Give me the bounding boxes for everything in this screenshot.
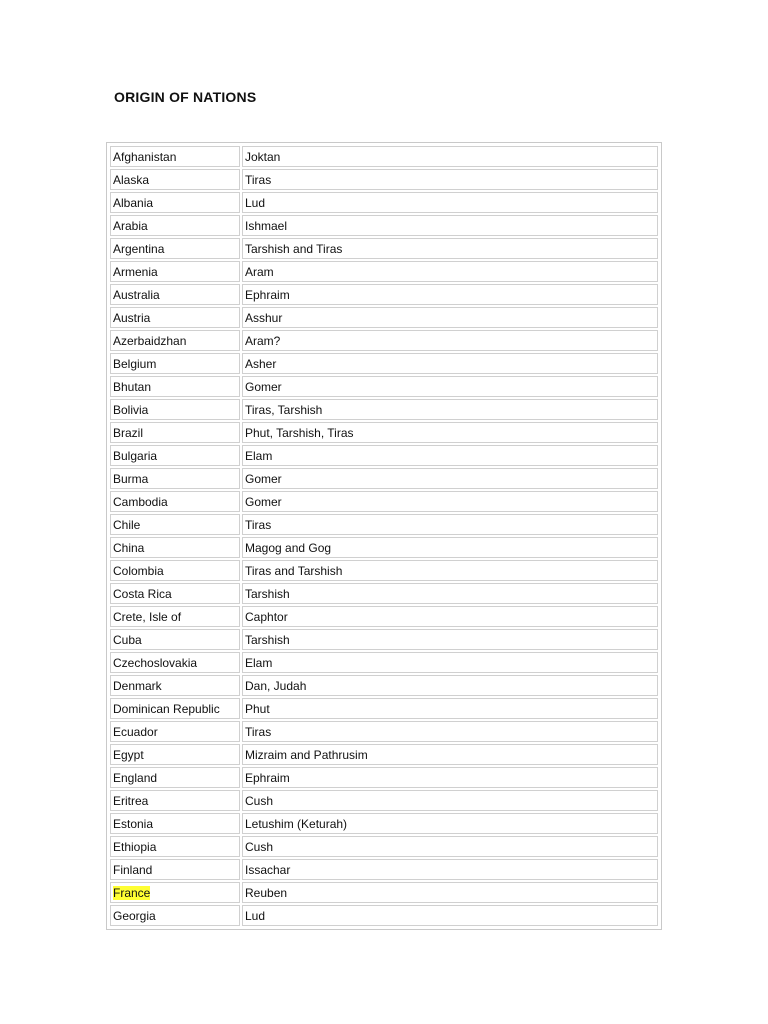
table-row xyxy=(110,491,658,512)
origin-cell xyxy=(242,698,658,719)
origin-cell xyxy=(242,882,658,903)
nation-cell xyxy=(110,721,240,742)
table-row xyxy=(110,169,658,190)
origin-name: Asher xyxy=(245,356,277,371)
origin-cell xyxy=(242,813,658,834)
origin-name: Tiras xyxy=(245,172,272,187)
page-title: ORIGIN OF NATIONS xyxy=(114,89,257,105)
table-row xyxy=(110,445,658,466)
origin-name: Tarshish xyxy=(245,632,290,647)
origin-cell xyxy=(242,146,658,167)
origin-name: Ishmael xyxy=(245,218,288,233)
origin-name: Lud xyxy=(245,195,266,210)
origin-cell xyxy=(242,859,658,880)
nation-name: Finland xyxy=(113,862,153,877)
table-row xyxy=(110,652,658,673)
table-row xyxy=(110,537,658,558)
origin-cell xyxy=(242,652,658,673)
origin-cell xyxy=(242,330,658,351)
table-row xyxy=(110,192,658,213)
nation-cell xyxy=(110,330,240,351)
nation-cell xyxy=(110,445,240,466)
table-row xyxy=(110,859,658,880)
nation-name: Brazil xyxy=(113,425,144,440)
origin-cell xyxy=(242,192,658,213)
nation-name: Costa Rica xyxy=(113,586,172,601)
table-row xyxy=(110,560,658,581)
nation-name: Arabia xyxy=(113,218,148,233)
origin-name: Phut, Tarshish, Tiras xyxy=(245,425,354,440)
nation-cell xyxy=(110,767,240,788)
nation-cell xyxy=(110,790,240,811)
table-row xyxy=(110,468,658,489)
nation-cell xyxy=(110,652,240,673)
nations-table-frame xyxy=(106,142,662,930)
nation-name: Bhutan xyxy=(113,379,152,394)
origin-cell xyxy=(242,537,658,558)
origin-name: Gomer xyxy=(245,471,282,486)
origin-cell xyxy=(242,215,658,236)
origin-name: Ephraim xyxy=(245,770,290,785)
origin-name: Cush xyxy=(245,793,274,808)
nation-name: Azerbaidzhan xyxy=(113,333,187,348)
table-row xyxy=(110,836,658,857)
origin-cell xyxy=(242,261,658,282)
nation-cell xyxy=(110,606,240,627)
origin-cell xyxy=(242,629,658,650)
nation-name: England xyxy=(113,770,158,785)
origin-cell xyxy=(242,422,658,443)
origin-name: Gomer xyxy=(245,379,282,394)
origin-name: Tiras xyxy=(245,724,272,739)
nation-cell xyxy=(110,836,240,857)
table-row xyxy=(110,744,658,765)
nation-cell xyxy=(110,537,240,558)
origin-name: Lud xyxy=(245,908,266,923)
nation-name: Colombia xyxy=(113,563,164,578)
nation-name: Afghanistan xyxy=(113,149,177,164)
nation-name: Alaska xyxy=(113,172,150,187)
table-row xyxy=(110,238,658,259)
origin-name: Aram xyxy=(245,264,274,279)
origin-cell xyxy=(242,560,658,581)
nation-name: Denmark xyxy=(113,678,162,693)
origin-cell xyxy=(242,767,658,788)
table-row xyxy=(110,215,658,236)
origin-cell xyxy=(242,905,658,926)
nation-cell xyxy=(110,905,240,926)
nation-name: Bulgaria xyxy=(113,448,158,463)
origin-name: Letushim (Keturah) xyxy=(245,816,348,831)
table-row xyxy=(110,284,658,305)
origin-cell xyxy=(242,445,658,466)
origin-name: Reuben xyxy=(245,885,288,900)
nation-cell xyxy=(110,698,240,719)
origin-cell xyxy=(242,675,658,696)
table-row xyxy=(110,261,658,282)
table-row xyxy=(110,813,658,834)
nation-cell xyxy=(110,675,240,696)
table-row xyxy=(110,146,658,167)
origin-name: Tiras, Tarshish xyxy=(245,402,323,417)
nation-cell xyxy=(110,514,240,535)
nation-name: Dominican Republic xyxy=(113,701,220,716)
origin-name: Elam xyxy=(245,655,273,670)
origin-cell xyxy=(242,284,658,305)
origin-cell xyxy=(242,583,658,604)
origin-name: Tiras and Tarshish xyxy=(245,563,343,578)
origin-name: Magog and Gog xyxy=(245,540,332,555)
nation-name: Ethiopia xyxy=(113,839,157,854)
table-row xyxy=(110,767,658,788)
nation-name: Austria xyxy=(113,310,151,325)
origin-cell xyxy=(242,399,658,420)
table-row xyxy=(110,698,658,719)
origin-name: Tarshish xyxy=(245,586,290,601)
origin-cell xyxy=(242,468,658,489)
origin-cell xyxy=(242,606,658,627)
nations-table-body xyxy=(110,146,658,926)
origin-name: Aram? xyxy=(245,333,281,348)
nation-name: Chile xyxy=(113,517,141,532)
origin-name: Joktan xyxy=(245,149,281,164)
nation-cell xyxy=(110,859,240,880)
origin-name: Gomer xyxy=(245,494,282,509)
origin-cell xyxy=(242,790,658,811)
origin-name: Elam xyxy=(245,448,273,463)
nation-name: Argentina xyxy=(113,241,165,256)
nations-table xyxy=(108,144,660,928)
origin-name: Asshur xyxy=(245,310,283,325)
nation-name: China xyxy=(113,540,145,555)
nation-name: Cambodia xyxy=(113,494,168,509)
origin-cell xyxy=(242,721,658,742)
nation-cell xyxy=(110,146,240,167)
nation-name: France xyxy=(113,885,151,900)
nation-name: Bolivia xyxy=(113,402,149,417)
origin-name: Cush xyxy=(245,839,274,854)
nation-name: Belgium xyxy=(113,356,157,371)
nation-name: Eritrea xyxy=(113,793,149,808)
table-row xyxy=(110,721,658,742)
nation-cell xyxy=(110,192,240,213)
nation-cell xyxy=(110,399,240,420)
table-row xyxy=(110,675,658,696)
nation-cell xyxy=(110,261,240,282)
nation-cell xyxy=(110,583,240,604)
nation-cell xyxy=(110,376,240,397)
origin-cell xyxy=(242,169,658,190)
table-row xyxy=(110,399,658,420)
table-row xyxy=(110,905,658,926)
nation-cell xyxy=(110,744,240,765)
table-row xyxy=(110,307,658,328)
nation-name: Cuba xyxy=(113,632,142,647)
origin-cell xyxy=(242,307,658,328)
nation-cell xyxy=(110,629,240,650)
nation-cell xyxy=(110,422,240,443)
origin-cell xyxy=(242,514,658,535)
nation-cell xyxy=(110,169,240,190)
origin-name: Dan, Judah xyxy=(245,678,307,693)
origin-name: Issachar xyxy=(245,862,291,877)
origin-cell xyxy=(242,744,658,765)
nation-cell xyxy=(110,353,240,374)
nation-cell xyxy=(110,215,240,236)
origin-name: Tarshish and Tiras xyxy=(245,241,343,256)
table-row xyxy=(110,583,658,604)
nation-name: Australia xyxy=(113,287,160,302)
table-row xyxy=(110,629,658,650)
table-row xyxy=(110,330,658,351)
nation-name: Albania xyxy=(113,195,154,210)
origin-name: Tiras xyxy=(245,517,272,532)
nation-name: Czechoslovakia xyxy=(113,655,198,670)
table-row xyxy=(110,514,658,535)
nation-cell xyxy=(110,238,240,259)
nation-cell xyxy=(110,468,240,489)
nation-cell xyxy=(110,491,240,512)
origin-name: Phut xyxy=(245,701,270,716)
origin-name: Mizraim and Pathrusim xyxy=(245,747,368,762)
nation-cell xyxy=(110,284,240,305)
nation-cell xyxy=(110,560,240,581)
table-row xyxy=(110,882,658,903)
nation-cell xyxy=(110,307,240,328)
nation-name: Georgia xyxy=(113,908,156,923)
origin-cell xyxy=(242,238,658,259)
nation-name: Estonia xyxy=(113,816,154,831)
table-row xyxy=(110,353,658,374)
table-row xyxy=(110,376,658,397)
nation-name: Egypt xyxy=(113,747,144,762)
origin-name: Ephraim xyxy=(245,287,290,302)
nation-name: Burma xyxy=(113,471,149,486)
nation-name: Armenia xyxy=(113,264,158,279)
origin-cell xyxy=(242,836,658,857)
table-row xyxy=(110,606,658,627)
table-row xyxy=(110,422,658,443)
nation-cell xyxy=(110,813,240,834)
nation-cell xyxy=(110,882,240,903)
origin-cell xyxy=(242,376,658,397)
origin-cell xyxy=(242,491,658,512)
origin-cell xyxy=(242,353,658,374)
nation-name: Crete, Isle of xyxy=(113,609,182,624)
nation-name: Ecuador xyxy=(113,724,158,739)
origin-name: Caphtor xyxy=(245,609,288,624)
table-row xyxy=(110,790,658,811)
